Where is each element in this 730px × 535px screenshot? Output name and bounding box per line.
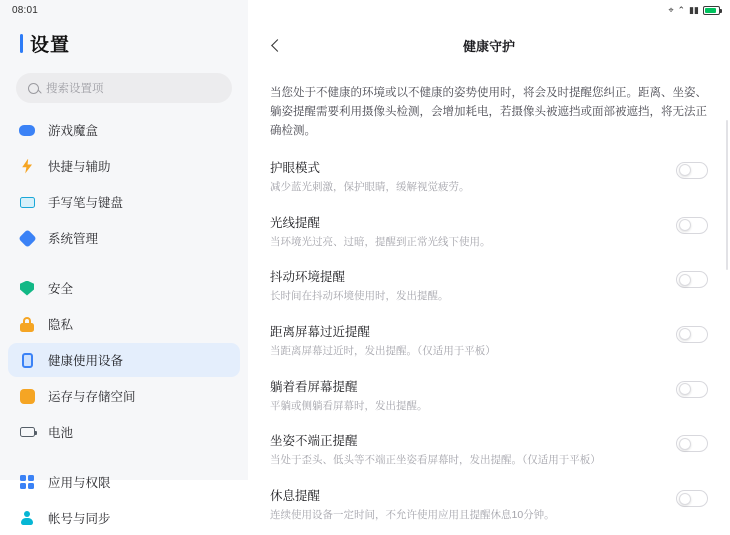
sidebar-item-label: 应用与权限 — [48, 476, 111, 490]
row-text — [270, 158, 486, 195]
setting-title: 坐姿不端正提醒 — [270, 434, 358, 449]
sidebar-item-label: 系统管理 — [48, 232, 99, 246]
toggle-light-reminder[interactable] — [676, 217, 708, 234]
sidebar-item-label: 帐号与同步 — [48, 512, 111, 526]
search-placeholder: 搜索设置项 — [46, 83, 104, 95]
sidebar-item-game-box[interactable] — [8, 113, 240, 147]
setting-title: 护眼模式 — [270, 160, 321, 175]
wifi-icon: ⌃ — [677, 4, 686, 15]
battery-icon — [18, 423, 36, 441]
setting-row-sitting-posture[interactable] — [248, 422, 730, 477]
row-text — [270, 377, 444, 414]
row-text — [270, 431, 617, 468]
toggle-screen-distance[interactable] — [676, 326, 708, 343]
sidebar-item-security[interactable] — [8, 271, 240, 305]
sidebar-item-account-sync[interactable] — [8, 501, 240, 535]
sidebar-item-battery[interactable] — [8, 415, 240, 449]
row-text — [270, 213, 507, 250]
title-accent-bar — [20, 34, 23, 53]
sidebar-menu — [0, 113, 248, 535]
setting-subtitle: 当环境光过亮、过暗，提醒到正常光线下使用。 — [270, 235, 491, 248]
toggle-shake-reminder[interactable] — [676, 271, 708, 288]
shield-icon — [18, 279, 36, 297]
storage-icon — [18, 387, 36, 405]
search-input[interactable] — [16, 73, 232, 103]
sidebar-item-label: 运存与存储空间 — [48, 390, 136, 404]
setting-title: 休息提醒 — [270, 489, 321, 504]
settings-list — [248, 149, 730, 532]
setting-subtitle: 连续使用设备一定时间，不允许使用应用且提醒休息10分钟。 — [270, 509, 555, 522]
setting-row-rest-reminder[interactable] — [248, 477, 730, 532]
page-header — [248, 26, 730, 64]
scrollbar[interactable] — [726, 120, 729, 270]
signal-icon: ▮▮ — [689, 4, 699, 15]
search-icon — [28, 83, 39, 94]
setting-title: 抖动环境提醒 — [270, 270, 346, 285]
sidebar-item-label: 电池 — [48, 426, 74, 440]
sidebar-item-digital-wellbeing[interactable] — [8, 343, 240, 377]
settings-sidebar[interactable] — [0, 0, 248, 526]
game-icon — [18, 121, 36, 139]
status-time: 08:01 — [12, 4, 39, 16]
setting-title: 光线提醒 — [270, 215, 321, 230]
back-button[interactable] — [266, 35, 286, 55]
setting-subtitle: 减少蓝光刺激，保护眼睛，缓解视觉疲劳。 — [270, 180, 470, 193]
menu-divider — [8, 451, 240, 465]
setting-row-light-reminder[interactable] — [248, 204, 730, 259]
sidebar-item-label: 游戏魔盒 — [48, 124, 99, 138]
chevron-left-icon — [271, 39, 284, 52]
setting-subtitle: 当距离屏幕过近时，发出提醒。（仅适用于平板） — [270, 344, 496, 357]
sidebar-item-system-management[interactable] — [8, 221, 240, 255]
intro-text: 当您处于不健康的环境或以不健康的姿势使用时，将会及时提醒您纠正。距离、坐姿、躺姿提醒需要利用摄像头检测，会增加耗电，若摄像头被遮挡或面部被遮挡，将无法正确检测。 — [270, 87, 707, 137]
setting-subtitle: 当处于歪头、低头等不端正坐姿看屏幕时，发出提醒。（仅适用于平板） — [270, 454, 601, 467]
location-icon: ⌖ — [668, 4, 674, 15]
sidebar-item-privacy[interactable] — [8, 307, 240, 341]
setting-subtitle: 平躺或侧躺看屏幕时，发出提醒。 — [270, 399, 428, 412]
row-text — [270, 267, 465, 304]
gear-icon — [18, 229, 36, 247]
sidebar-item-label: 隐私 — [48, 318, 74, 332]
keyboard-icon — [18, 193, 36, 211]
main-panel — [248, 0, 730, 522]
row-text — [270, 322, 512, 359]
sidebar-item-shortcuts[interactable] — [8, 149, 240, 183]
setting-row-screen-distance[interactable] — [248, 313, 730, 368]
setting-title: 躺着看屏幕提醒 — [270, 379, 358, 394]
row-text — [270, 486, 571, 523]
toggle-sitting-posture[interactable] — [676, 435, 708, 452]
setting-row-shake-reminder[interactable] — [248, 258, 730, 313]
toggle-rest-reminder[interactable] — [676, 490, 708, 507]
lock-icon — [18, 315, 36, 333]
sidebar-item-stylus-keyboard[interactable] — [8, 185, 240, 219]
phone-icon — [18, 351, 36, 369]
setting-row-lying-posture[interactable] — [248, 368, 730, 423]
bolt-icon — [18, 157, 36, 175]
sidebar-item-label: 安全 — [48, 282, 74, 296]
apps-icon — [18, 473, 36, 491]
sidebar-header — [0, 26, 248, 67]
toggle-lying-posture[interactable] — [676, 381, 708, 398]
sidebar-item-storage[interactable] — [8, 379, 240, 413]
sidebar-item-apps-permissions[interactable] — [8, 465, 240, 499]
sidebar-title: 设置 — [30, 35, 71, 56]
page-title: 健康守护 — [462, 38, 515, 54]
sidebar-item-label: 手写笔与键盘 — [48, 196, 124, 210]
setting-subtitle: 长时间在抖动环境使用时，发出提醒。 — [270, 290, 449, 303]
sidebar-item-label: 健康使用设备 — [48, 354, 124, 368]
sidebar-item-label: 快捷与辅助 — [48, 160, 111, 174]
setting-row-eye-protection[interactable] — [248, 149, 730, 204]
toggle-eye-protection[interactable] — [676, 162, 708, 179]
account-icon — [18, 509, 36, 527]
menu-divider — [8, 257, 240, 271]
setting-title: 距离屏幕过近提醒 — [270, 324, 371, 339]
